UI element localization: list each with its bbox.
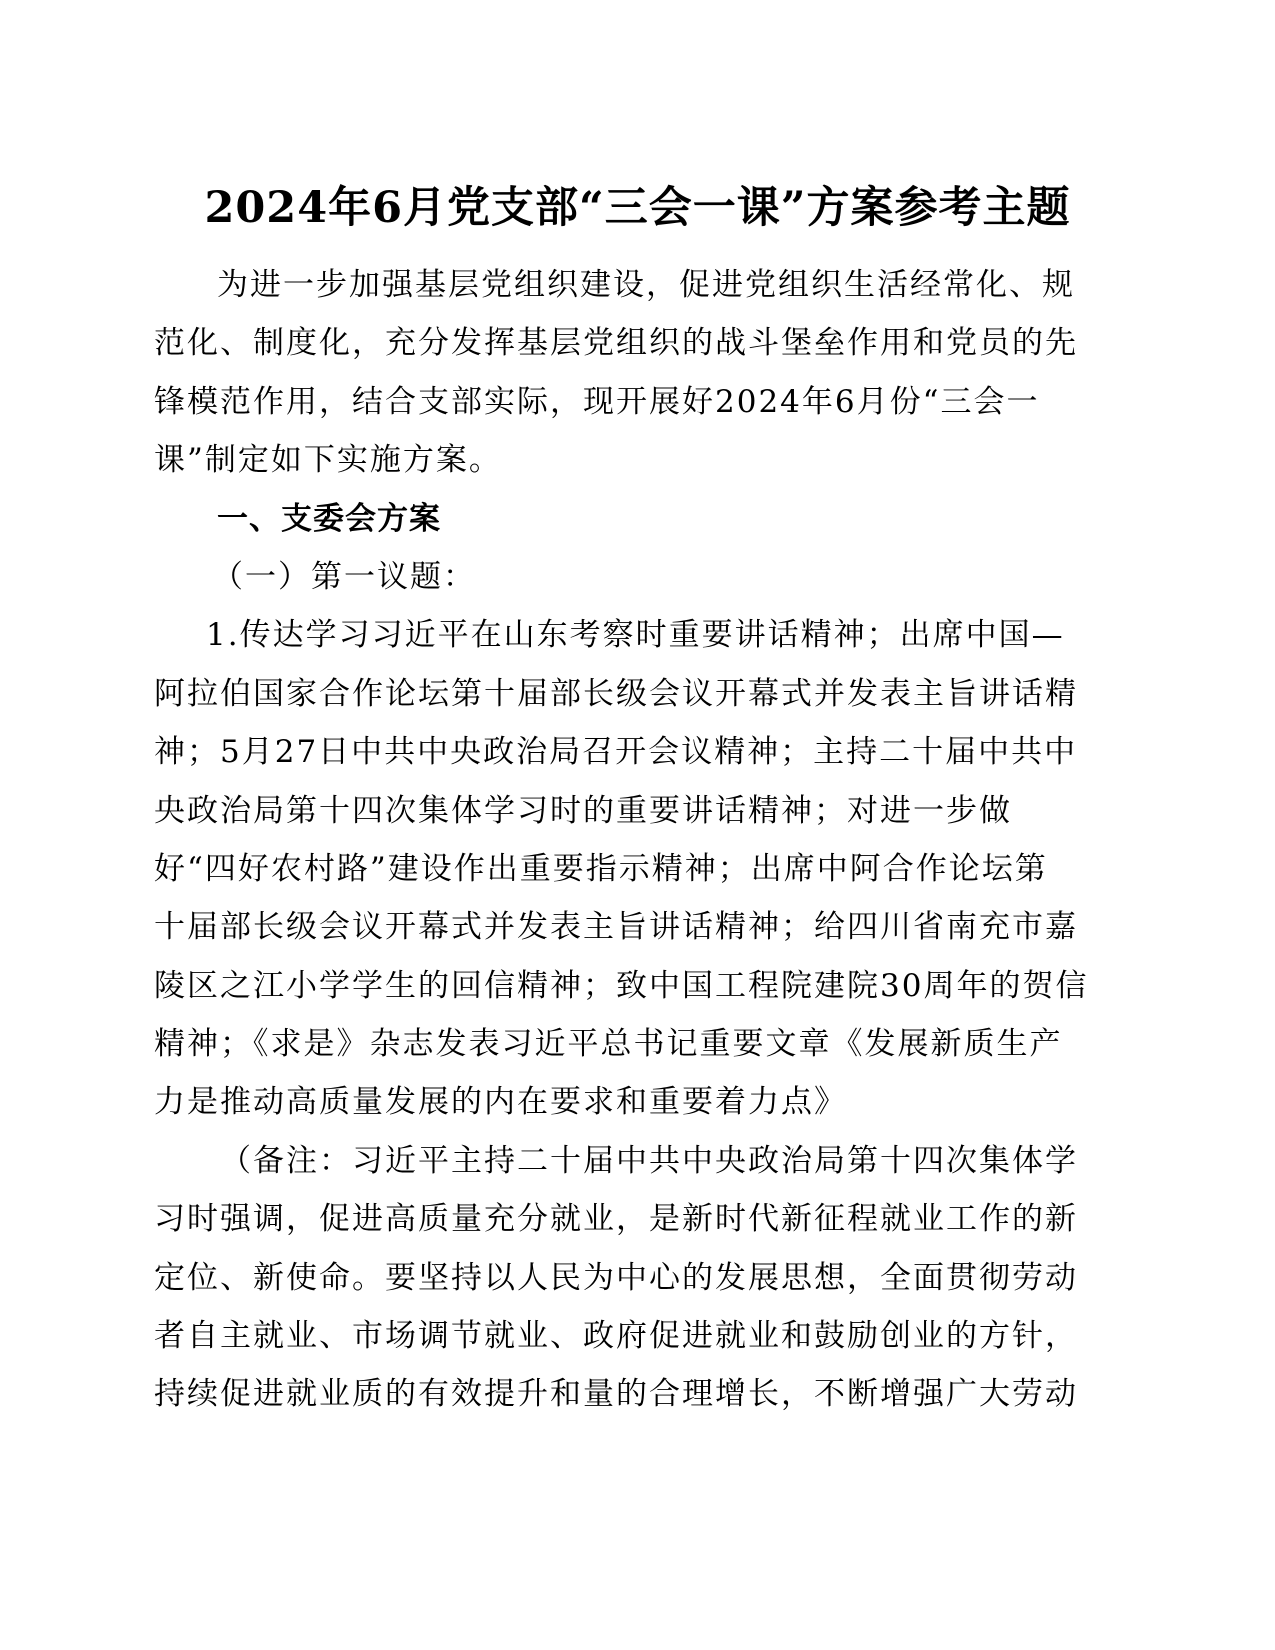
paragraph-line: 课”制定如下实施方案。 — [154, 442, 502, 479]
document-title: 2024年6月党支部“三会一课”方案参考主题 — [204, 183, 1071, 233]
paragraph-line: 1.传达学习习近平在山东考察时重要讲话精神；出席中国— — [206, 617, 1065, 654]
paragraph-line: 阿拉伯国家合作论坛第十届部长级会议开幕式并发表主旨讲话精 — [154, 675, 1078, 712]
paragraph-line: 陵区之江小学学生的回信精神；致中国工程院建院30周年的贺信 — [154, 967, 1089, 1004]
paragraph-line: 锋模范作用，结合支部实际，现开展好2024年6月份“三会一 — [154, 383, 1040, 420]
paragraph-line: 好“四好农村路”建设作出重要指示精神；出席中阿合作论坛第 — [154, 850, 1048, 887]
paragraph-line: （备注：习近平主持二十届中共中央政治局第十四次集体学 — [220, 1142, 1078, 1179]
paragraph-line: 央政治局第十四次集体学习时的重要讲话精神；对进一步做 — [154, 792, 1012, 829]
section-heading: 一、支委会方案 — [217, 500, 441, 537]
subsection-heading: （一）第一议题： — [212, 558, 476, 595]
paragraph-line: 为进一步加强基层党组织建设，促进党组织生活经常化、规 — [217, 267, 1075, 303]
paragraph-line: 习时强调，促进高质量充分就业，是新时代新征程就业工作的新 — [154, 1201, 1078, 1238]
paragraph-line: 定位、新使命。要坚持以人民为中心的发展思想，全面贯彻劳动 — [154, 1259, 1078, 1296]
paragraph-line: 力是推动高质量发展的内在要求和重要着力点》 — [154, 1084, 847, 1121]
paragraph-line: 神；5月27日中共中央政治局召开会议精神；主持二十届中共中 — [154, 734, 1078, 771]
paragraph-line: 持续促进就业质的有效提升和量的合理增长，不断增强广大劳动 — [154, 1376, 1078, 1413]
paragraph-line: 范化、制度化，充分发挥基层党组织的战斗堡垒作用和党员的先 — [154, 325, 1078, 362]
document-body — [154, 256, 1094, 1424]
paragraph-line: 者自主就业、市场调节就业、政府促进就业和鼓励创业的方针， — [154, 1318, 1078, 1355]
paragraph-line: 精神；《求是》杂志发表习近平总书记重要文章《发展新质生产 — [154, 1026, 1063, 1063]
paragraph-line: 十届部长级会议开幕式并发表主旨讲话精神；给四川省南充市嘉 — [154, 909, 1078, 946]
